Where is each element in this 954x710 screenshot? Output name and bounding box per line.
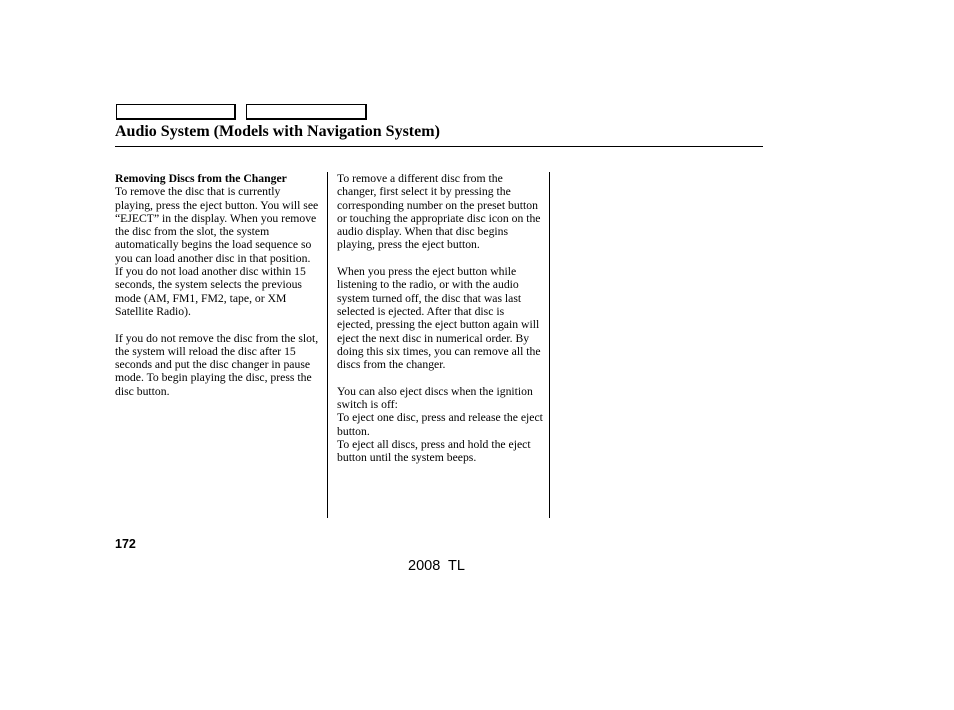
- page-title: Audio System (Models with Navigation System): [115, 123, 440, 140]
- nav-tab-2[interactable]: [246, 104, 367, 120]
- nav-tab-1[interactable]: [116, 104, 236, 120]
- column-divider: [549, 172, 550, 518]
- right-column: [337, 172, 543, 465]
- page-number: 172: [115, 537, 136, 551]
- section-heading: Removing Discs from the Changer: [115, 172, 287, 185]
- title-divider: [115, 146, 763, 147]
- paragraph: If you do not remove the disc from the slot, the system will reload the disc after 15 seconds and put the disc changer in pause mode. To begin playing the disc, press the disc button.: [115, 331, 319, 398]
- paragraph: To remove a different disc from the changer, first select it by pressing the corresponding number on the preset button or touching the appropriate disc icon on the audio display. When that disc begins playing, press the eject button.: [337, 172, 541, 252]
- paragraph: To eject all discs, press and hold the eject button until the system beeps.: [337, 437, 531, 465]
- paragraph: When you press the eject button while listening to the radio, or with the audio system turned off, the disc that was last selected is ejected. After that disc is ejected, pressing the eject button again will eject the next disc in numerical order. By doing this six times, you can remove all the discs from the changer.: [337, 265, 541, 372]
- paragraph: To remove the disc that is currently playing, press the eject button. You will see “EJECT” in the display. When you remove the disc from the slot, the system automatically begins the load sequence so you can load another disc in that position. If you do not load another disc within 15 seconds, the system selects the previous mode (AM, FM1, FM2, tape, or XM Satellite Radio).: [115, 185, 319, 318]
- footer-model: 2008 TL: [408, 558, 465, 574]
- left-column: [115, 172, 320, 398]
- paragraph: To eject one disc, press and release the eject button.: [337, 411, 543, 438]
- paragraph: You can also eject discs when the ignition switch is off:: [337, 384, 533, 412]
- column-divider: [327, 172, 328, 518]
